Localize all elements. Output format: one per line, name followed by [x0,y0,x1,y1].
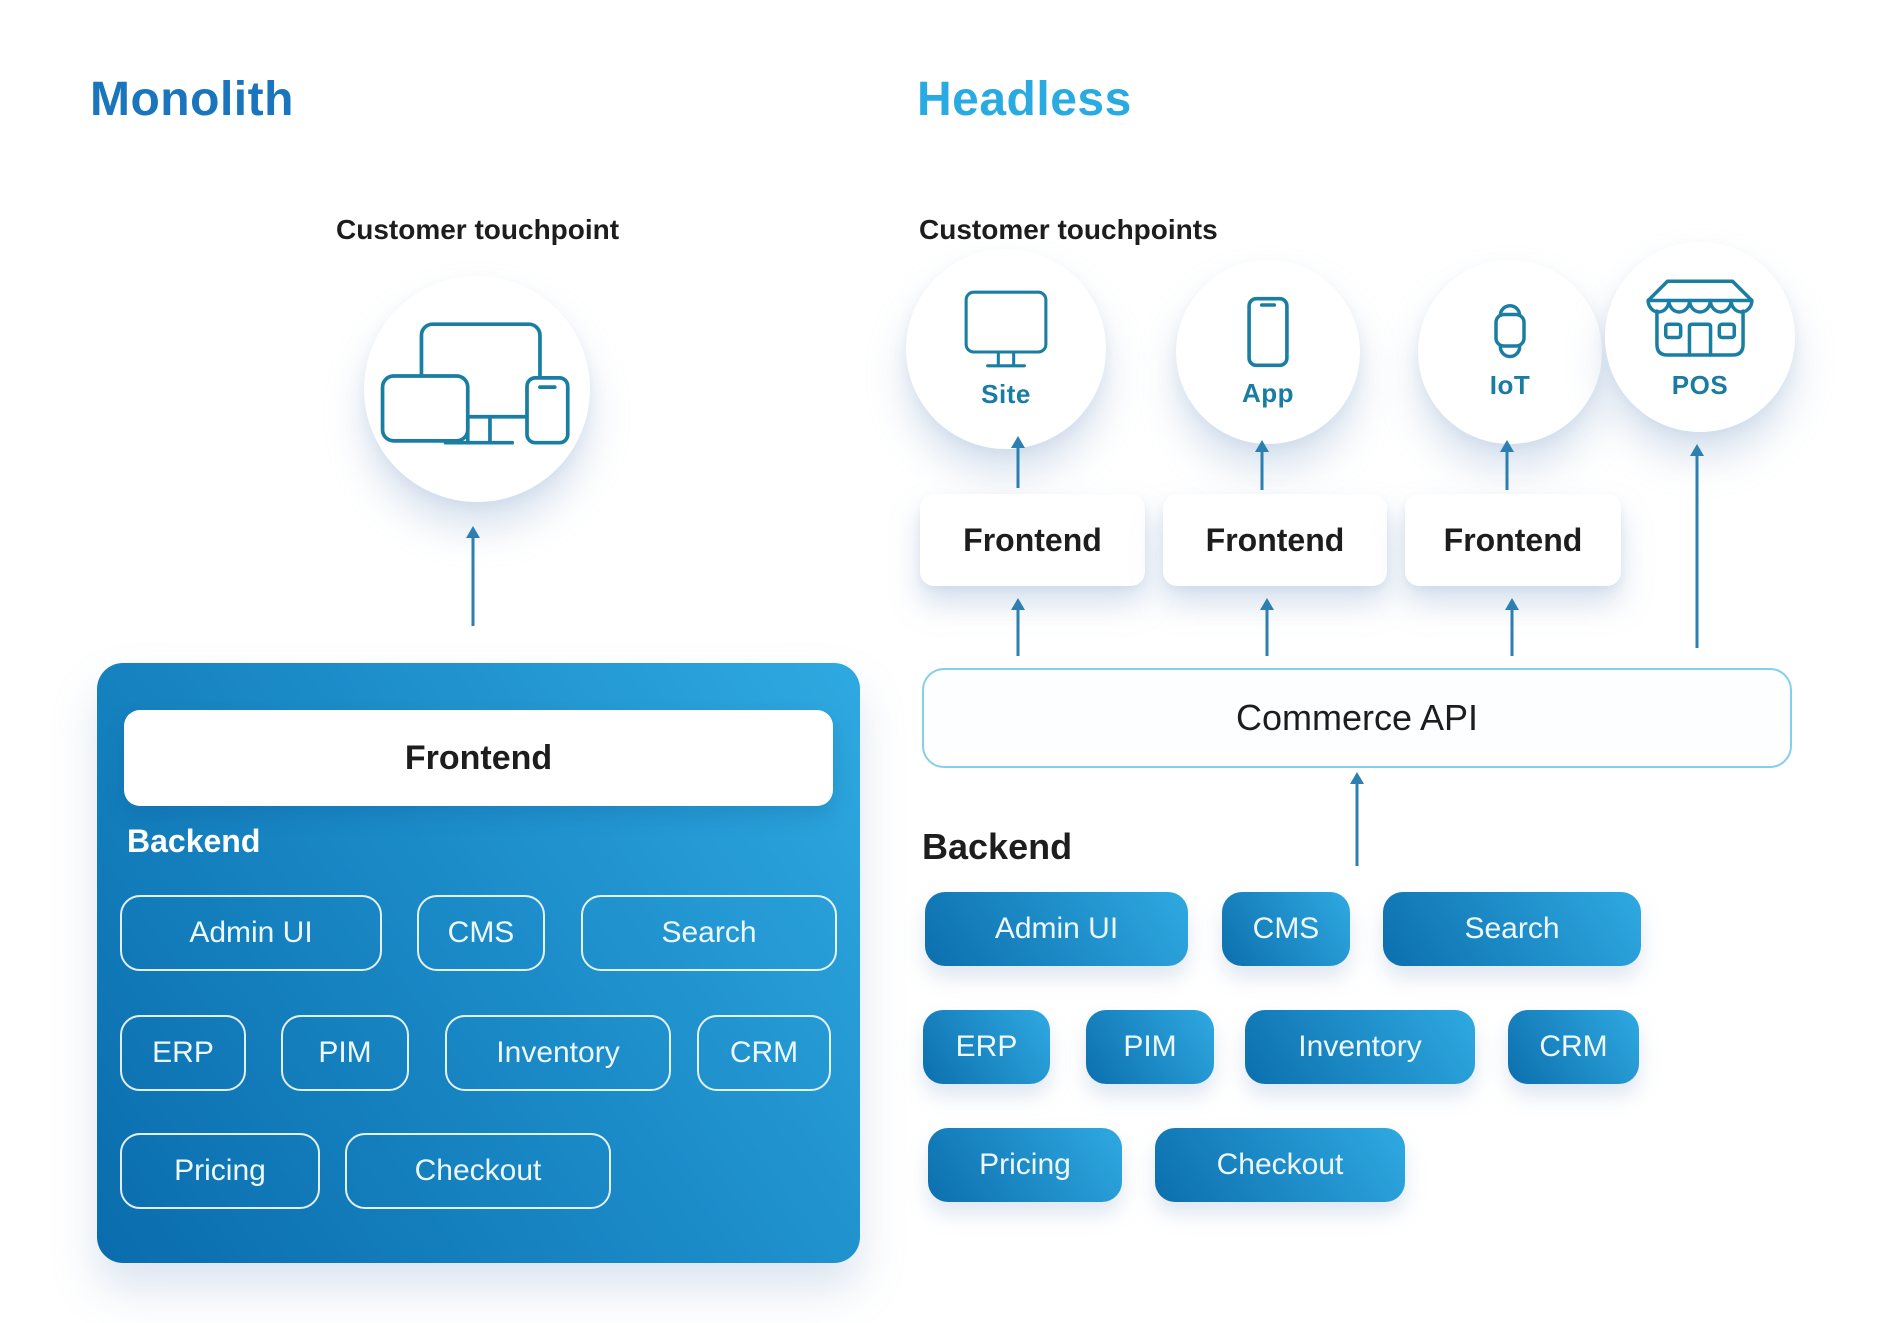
monitor-icon [960,289,1052,369]
headless-backend-label: Backend [922,826,1073,867]
devices-cluster-icon [377,316,577,462]
headless-frontend-card-iot: Frontend [1405,494,1621,586]
touchpoint-circle-iot [1418,260,1602,444]
headless-frontend-card-site: Frontend [920,494,1145,586]
module-pill-search: Search [581,895,837,971]
module-pill-pricing: Pricing [120,1133,320,1209]
arrow-up-icon [1499,440,1515,490]
module-pill-checkout: Checkout [1155,1128,1405,1202]
module-pill-inventory: Inventory [445,1015,671,1091]
touchpoint-circle-site [906,249,1106,449]
smartwatch-icon [1487,304,1533,360]
touchpoint-label-app: App [1241,377,1295,408]
headless-touchpoints-label: Customer touchpoints [919,214,1218,245]
module-pill-pim: PIM [1086,1010,1214,1084]
module-pill-checkout: Checkout [345,1133,611,1209]
monolith-title: Monolith [90,73,294,126]
monolith-frontend-card: Frontend [124,710,833,806]
arrow-up-icon [465,526,481,626]
storefront-icon [1642,274,1758,364]
module-pill-erp: ERP [120,1015,246,1091]
monolith-touchpoint-label: Customer touchpoint [336,214,620,245]
arrow-up-icon [1349,772,1365,866]
module-pill-inventory: Inventory [1245,1010,1475,1084]
smartphone-icon [1246,296,1290,368]
module-pill-search: Search [1383,892,1641,966]
monolith-touchpoint-circle [364,276,590,502]
module-pill-admin-ui: Admin UI [925,892,1188,966]
arrow-up-icon [1504,598,1520,656]
touchpoint-circle-app [1176,260,1360,444]
module-pill-pim: PIM [281,1015,409,1091]
headless-title: Headless [917,73,1132,126]
module-pill-pricing: Pricing [928,1128,1122,1202]
monolith-box [97,663,860,1263]
touchpoint-label-site: Site [981,378,1031,409]
arrow-up-icon [1689,444,1705,648]
arrow-up-icon [1010,598,1026,656]
arrow-up-icon [1010,436,1026,488]
module-pill-cms: CMS [1222,892,1350,966]
module-pill-erp: ERP [923,1010,1050,1084]
touchpoint-label-iot: IoT [1489,369,1531,400]
touchpoint-circle-pos [1605,242,1795,432]
module-pill-crm: CRM [697,1015,831,1091]
module-pill-crm: CRM [1508,1010,1639,1084]
monolith-backend-label: Backend [127,823,261,859]
module-pill-admin-ui: Admin UI [120,895,382,971]
arrow-up-icon [1259,598,1275,656]
commerce-api-box: Commerce API [922,668,1792,768]
touchpoint-label-pos: POS [1671,369,1729,400]
headless-frontend-card-app: Frontend [1163,494,1387,586]
module-pill-cms: CMS [417,895,545,971]
arrow-up-icon [1254,440,1270,490]
